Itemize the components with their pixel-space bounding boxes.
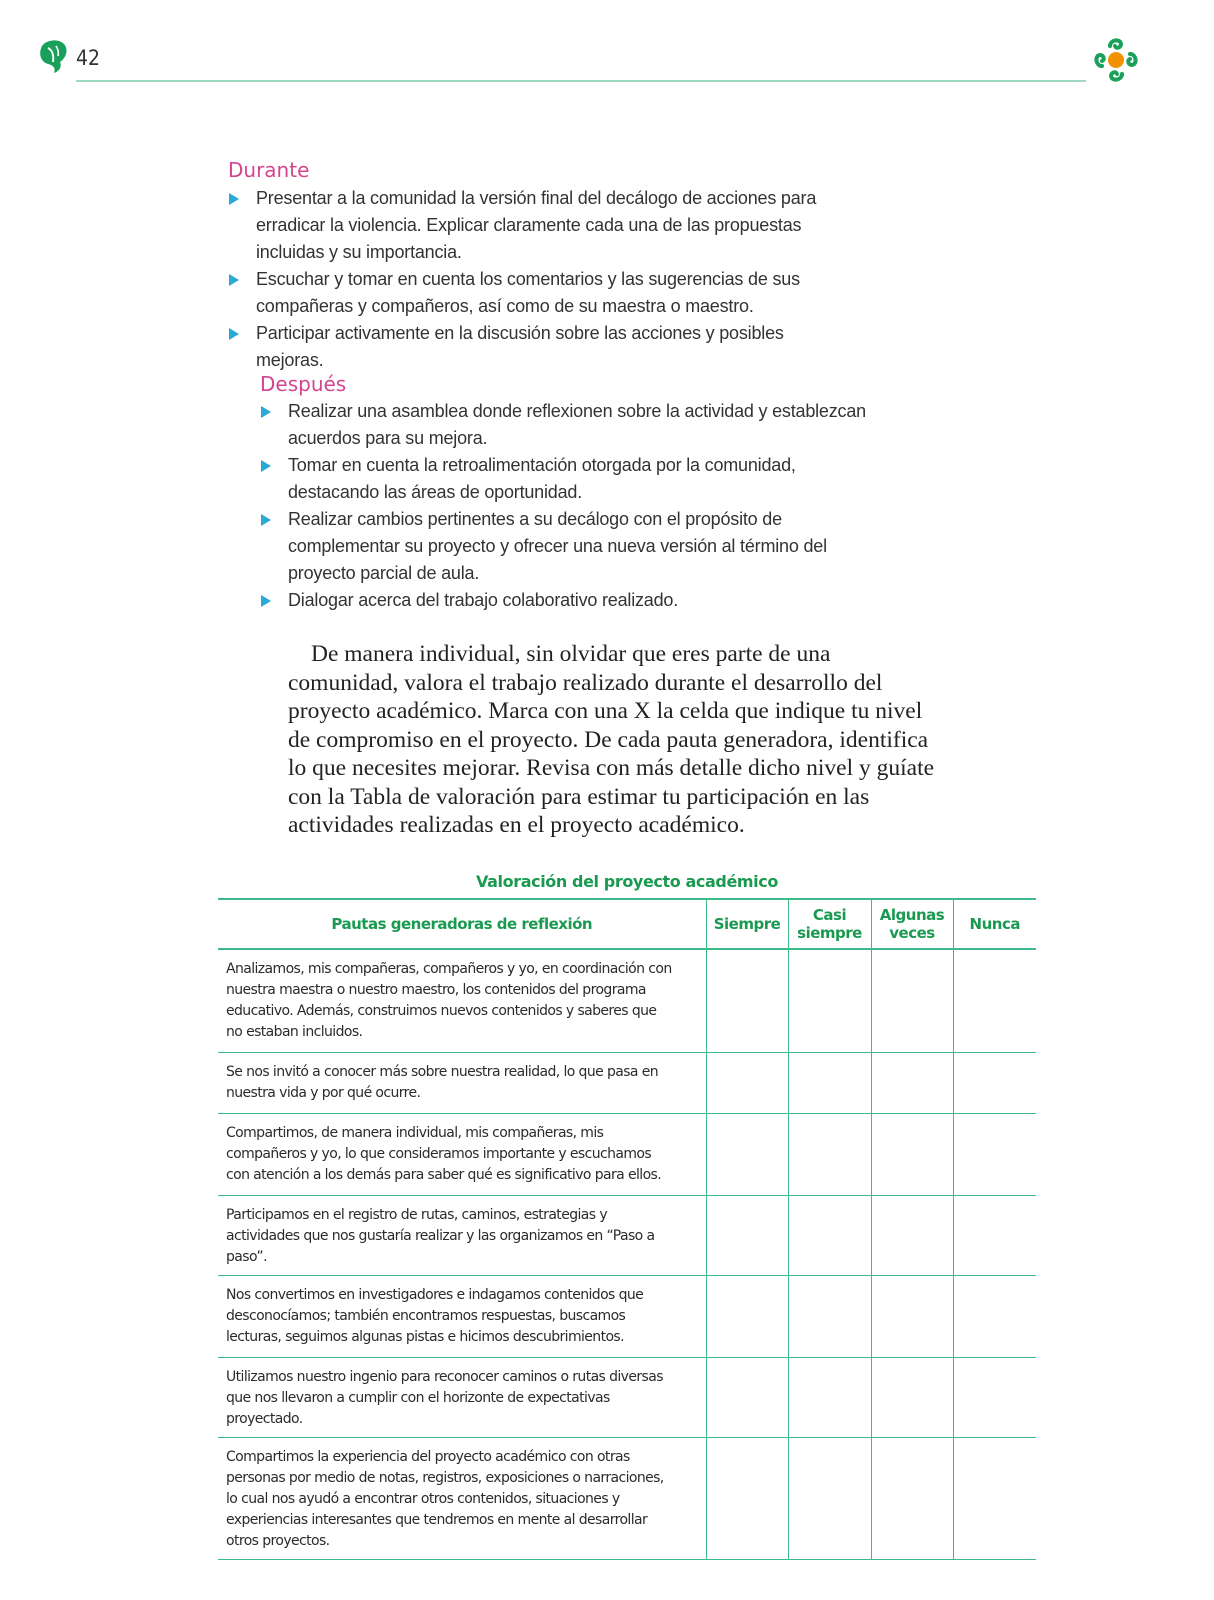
siempre-cell[interactable] xyxy=(706,1114,788,1196)
nunca-cell[interactable] xyxy=(953,1196,1036,1276)
column-header-algunas-veces: Algunas veces xyxy=(871,899,953,949)
row-statement: Analizamos, mis compañeras, compañeros y yo, en coordinación con nuestra maestra o nuestro maestro, los contenidos del programa educativo. Además, construimos nuevos contenidos y saberes que no estaban incluidos. xyxy=(218,949,706,1053)
page-number: 42 xyxy=(76,46,101,70)
algunas-veces-cell[interactable] xyxy=(871,1196,953,1276)
casi-siempre-cell[interactable] xyxy=(788,1053,871,1114)
nunca-cell[interactable] xyxy=(953,1114,1036,1196)
siempre-cell[interactable] xyxy=(706,1358,788,1438)
bullet-arrow-icon xyxy=(261,595,271,607)
page-header xyxy=(0,0,1214,100)
bullet-arrow-icon xyxy=(261,406,271,418)
siempre-cell[interactable] xyxy=(706,1053,788,1114)
casi-siempre-cell[interactable] xyxy=(788,1438,871,1560)
nunca-cell[interactable] xyxy=(953,1358,1036,1438)
bullet-arrow-icon xyxy=(261,514,271,526)
algunas-veces-cell[interactable] xyxy=(871,1276,953,1358)
table-row xyxy=(218,1196,1036,1276)
list-item: Realizar cambios pertinentes a su decálogo con el propósito de complementar su proyecto y ofrecer una nueva versión al término del proyecto parcial de aula. xyxy=(261,506,871,587)
list-item: Tomar en cuenta la retroalimentación otorgada por la comunidad, destacando las áreas de oportunidad. xyxy=(261,452,871,506)
despues-list xyxy=(261,398,871,614)
table-row xyxy=(218,949,1036,1053)
bullet-arrow-icon xyxy=(229,274,239,286)
row-statement: Utilizamos nuestro ingenio para reconocer caminos o rutas diversas que nos llevaron a cumplir con el horizonte de expectativas proyectado. xyxy=(218,1358,706,1438)
casi-siempre-cell[interactable] xyxy=(788,1358,871,1438)
row-statement: Participamos en el registro de rutas, caminos, estrategias y actividades que nos gustaría realizar y las organizamos en “Paso a paso”. xyxy=(218,1196,706,1276)
table-row xyxy=(218,1114,1036,1196)
nunca-cell[interactable] xyxy=(953,1438,1036,1560)
list-item: Participar activamente en la discusión sobre las acciones y posibles mejoras. xyxy=(229,320,839,374)
header-divider xyxy=(76,80,1086,82)
casi-siempre-cell[interactable] xyxy=(788,949,871,1053)
algunas-veces-cell[interactable] xyxy=(871,1358,953,1438)
bullet-arrow-icon xyxy=(229,328,239,340)
column-header-casi-siempre: Casi siempre xyxy=(788,899,871,949)
casi-siempre-cell[interactable] xyxy=(788,1114,871,1196)
row-statement: Se nos invitó a conocer más sobre nuestra realidad, lo que pasa en nuestra vida y por qué ocurre. xyxy=(218,1053,706,1114)
row-statement: Compartimos, de manera individual, mis compañeras, mis compañeros y yo, lo que consideramos importante y escuchamos con atención a los demás para saber qué es significativo para ellos. xyxy=(218,1114,706,1196)
algunas-veces-cell[interactable] xyxy=(871,1114,953,1196)
siempre-cell[interactable] xyxy=(706,949,788,1053)
algunas-veces-cell[interactable] xyxy=(871,1053,953,1114)
nunca-cell[interactable] xyxy=(953,1053,1036,1114)
table-row xyxy=(218,1053,1036,1114)
nunca-cell[interactable] xyxy=(953,1276,1036,1358)
algunas-veces-cell[interactable] xyxy=(871,949,953,1053)
assessment-table xyxy=(218,898,1036,1560)
nunca-cell[interactable] xyxy=(953,949,1036,1053)
row-statement: Compartimos la experiencia del proyecto académico con otras personas por medio de notas, registros, exposiciones o narraciones, lo cual nos ayudó a encontrar otros contenidos, situaciones y experiencias interesantes que tendremos en mente al desarrollar otros proyectos. xyxy=(218,1438,706,1560)
list-item: Presentar a la comunidad la versión final del decálogo de acciones para erradicar la violencia. Explicar claramente cada una de las propuestas incluidas y su importancia. xyxy=(229,185,839,266)
list-item: Dialogar acerca del trabajo colaborativo realizado. xyxy=(261,587,871,614)
instruction-paragraph: De manera individual, sin olvidar que eres parte de una comunidad, valora el trabajo realizado durante el desarrollo del proyecto académico. Marca con una X la celda que indique tu nivel de compromiso en el proyecto. De cada pauta generadora, identifica lo que necesites mejorar. Revisa con más detalle dicho nivel y guíate con la Tabla de valoración para estimar tu participación en las actividades realizadas en el proyecto académico. xyxy=(288,641,935,838)
column-header-siempre: Siempre xyxy=(706,899,788,949)
column-header-pautas: Pautas generadoras de reflexión xyxy=(218,899,706,949)
bullet-arrow-icon xyxy=(261,460,271,472)
bullet-arrow-icon xyxy=(229,193,239,205)
siempre-cell[interactable] xyxy=(706,1276,788,1358)
table-row xyxy=(218,1358,1036,1438)
row-statement: Nos convertimos en investigadores e indagamos contenidos que desconocíamos; también encontramos respuestas, buscamos lecturas, seguimos algunas pistas e hicimos descubrimientos. xyxy=(218,1276,706,1358)
table-title: Valoración del proyecto académico xyxy=(476,872,778,891)
casi-siempre-cell[interactable] xyxy=(788,1196,871,1276)
durante-list xyxy=(229,185,839,374)
algunas-veces-cell[interactable] xyxy=(871,1438,953,1560)
siempre-cell[interactable] xyxy=(706,1196,788,1276)
leaf-logo-icon xyxy=(36,38,70,74)
durante-heading: Durante xyxy=(228,158,310,182)
table-row xyxy=(218,1276,1036,1358)
casi-siempre-cell[interactable] xyxy=(788,1276,871,1358)
despues-heading: Después xyxy=(260,372,347,396)
list-item: Escuchar y tomar en cuenta los comentarios y las sugerencias de sus compañeras y compañeros, así como de su maestra o maestro. xyxy=(229,266,839,320)
flower-ornament-icon xyxy=(1088,32,1144,88)
column-header-nunca: Nunca xyxy=(953,899,1036,949)
table-header-row xyxy=(218,899,1036,949)
table-row xyxy=(218,1438,1036,1560)
siempre-cell[interactable] xyxy=(706,1438,788,1560)
list-item: Realizar una asamblea donde reflexionen sobre la actividad y establezcan acuerdos para su mejora. xyxy=(261,398,871,452)
